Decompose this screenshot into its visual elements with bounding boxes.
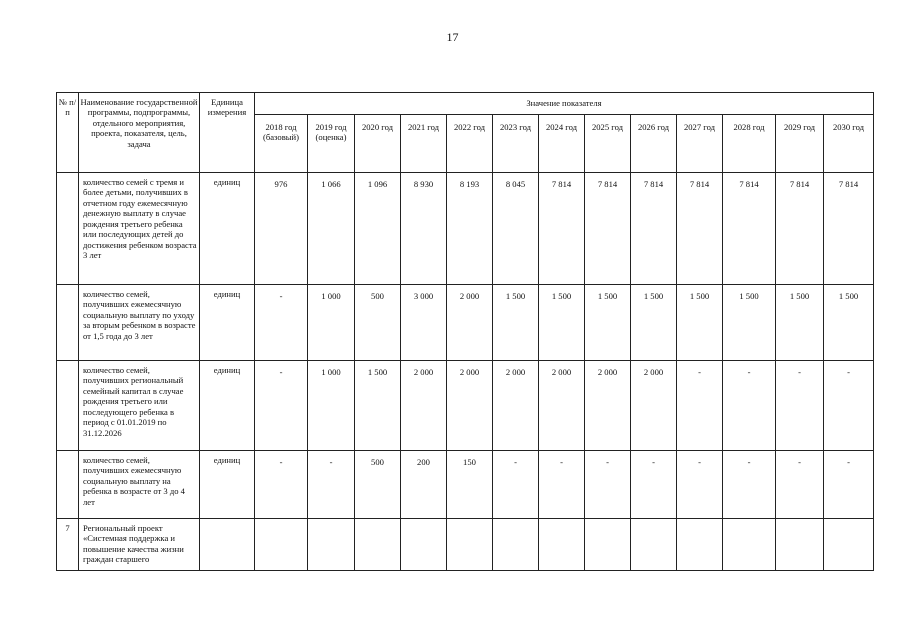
- value-cell: 1 500: [776, 285, 824, 361]
- unit-cell: единиц: [200, 451, 255, 519]
- value-cell: 1 000: [308, 361, 355, 451]
- header-year: 2019 год (оценка): [308, 115, 355, 173]
- value-cell: [493, 519, 539, 571]
- value-cell: -: [776, 451, 824, 519]
- value-cell: 150: [447, 451, 493, 519]
- header-year: 2021 год: [401, 115, 447, 173]
- unit-cell: единиц: [200, 173, 255, 285]
- value-cell: 7 814: [631, 173, 677, 285]
- value-cell: 200: [401, 451, 447, 519]
- value-cell: 7 814: [585, 173, 631, 285]
- indicator-name: количество семей, получивших ежемесячную социальную выплату по уходу за вторым ребенком в возрасте от 1,5 года до 3 лет: [79, 285, 200, 361]
- value-cell: -: [824, 361, 874, 451]
- indicator-name: количество семей, получивших ежемесячную социальную выплату на ребенка в возрасте от 3 до 4 лет: [79, 451, 200, 519]
- header-year: 2026 год: [631, 115, 677, 173]
- value-cell: 8 930: [401, 173, 447, 285]
- row-number: [57, 173, 79, 285]
- value-cell: [677, 519, 723, 571]
- value-cell: 7 814: [539, 173, 585, 285]
- value-cell: -: [677, 361, 723, 451]
- value-cell: [255, 519, 308, 571]
- header-unit-column: Единица измерения: [200, 93, 255, 173]
- value-cell: -: [776, 361, 824, 451]
- page-number: 17: [446, 30, 459, 44]
- value-cell: 7 814: [723, 173, 776, 285]
- header-year: 2028 год: [723, 115, 776, 173]
- header-number-column: № п/п: [57, 93, 79, 173]
- value-cell: 1 500: [723, 285, 776, 361]
- value-cell: 500: [355, 451, 401, 519]
- value-cell: 2 000: [631, 361, 677, 451]
- value-cell: 1 500: [631, 285, 677, 361]
- value-cell: -: [631, 451, 677, 519]
- value-cell: 1 500: [355, 361, 401, 451]
- value-cell: -: [308, 451, 355, 519]
- value-cell: -: [824, 451, 874, 519]
- value-cell: 1 096: [355, 173, 401, 285]
- table-row: [57, 285, 874, 361]
- value-cell: 2 000: [585, 361, 631, 451]
- unit-cell: единиц: [200, 361, 255, 451]
- value-cell: -: [493, 451, 539, 519]
- header-year: 2025 год: [585, 115, 631, 173]
- header-year: 2029 год: [776, 115, 824, 173]
- unit-cell: единиц: [200, 285, 255, 361]
- value-cell: 7 814: [776, 173, 824, 285]
- value-cell: -: [677, 451, 723, 519]
- value-cell: 1 066: [308, 173, 355, 285]
- table-row: [57, 519, 874, 571]
- value-cell: 8 045: [493, 173, 539, 285]
- header-year: 2018 год (базовый): [255, 115, 308, 173]
- value-cell: 1 500: [539, 285, 585, 361]
- value-cell: 1 500: [585, 285, 631, 361]
- value-cell: 7 814: [824, 173, 874, 285]
- value-cell: 2 000: [447, 285, 493, 361]
- value-cell: -: [539, 451, 585, 519]
- value-cell: 3 000: [401, 285, 447, 361]
- value-cell: -: [723, 451, 776, 519]
- row-number: 7: [57, 519, 79, 571]
- header-year: 2023 год: [493, 115, 539, 173]
- value-cell: -: [255, 451, 308, 519]
- value-cell: 8 193: [447, 173, 493, 285]
- unit-cell: [200, 519, 255, 571]
- value-cell: 1 500: [493, 285, 539, 361]
- value-cell: 2 000: [493, 361, 539, 451]
- value-cell: 7 814: [677, 173, 723, 285]
- header-year: 2030 год: [824, 115, 874, 173]
- header-year: 2024 год: [539, 115, 585, 173]
- value-cell: 1 000: [308, 285, 355, 361]
- table-header: [57, 93, 874, 173]
- indicator-table: [56, 92, 874, 571]
- indicator-name: Региональный проект «Системная поддержка и повышение качества жизни граждан старшего: [79, 519, 200, 571]
- value-cell: 1 500: [824, 285, 874, 361]
- value-cell: 2 000: [539, 361, 585, 451]
- header-year: 2027 год: [677, 115, 723, 173]
- value-cell: 976: [255, 173, 308, 285]
- indicator-name: количество семей с тремя и более детьми, получивших в отчетном году ежемесячную денежную выплату в случае рождения третьего ребенка или последующих детей до достижения ребенком возраста 3 лет: [79, 173, 200, 285]
- value-cell: [824, 519, 874, 571]
- header-year: 2022 год: [447, 115, 493, 173]
- value-cell: -: [255, 285, 308, 361]
- table-row: [57, 451, 874, 519]
- value-cell: 500: [355, 285, 401, 361]
- value-cell: [401, 519, 447, 571]
- value-cell: [308, 519, 355, 571]
- value-cell: [539, 519, 585, 571]
- value-cell: 2 000: [447, 361, 493, 451]
- row-number: [57, 285, 79, 361]
- header-year: 2020 год: [355, 115, 401, 173]
- value-cell: [723, 519, 776, 571]
- row-number: [57, 451, 79, 519]
- value-cell: -: [585, 451, 631, 519]
- value-cell: 1 500: [677, 285, 723, 361]
- header-values-group: Значение показателя: [255, 93, 874, 115]
- indicator-name: количество семей, получивших региональный семейный капитал в случае рождения третьего или последующего ребенка в период с 01.01.2019 по 31.12.2026: [79, 361, 200, 451]
- table-row: [57, 361, 874, 451]
- header-name-column: Наименование государственной программы, подпрограммы, отдельного мероприятия, проекта, показателя, цель, задача: [79, 93, 200, 173]
- value-cell: [447, 519, 493, 571]
- value-cell: -: [255, 361, 308, 451]
- value-cell: 2 000: [401, 361, 447, 451]
- row-number: [57, 361, 79, 451]
- value-cell: [631, 519, 677, 571]
- value-cell: [355, 519, 401, 571]
- value-cell: [585, 519, 631, 571]
- value-cell: [776, 519, 824, 571]
- value-cell: -: [723, 361, 776, 451]
- table-row: [57, 173, 874, 285]
- table-body: [57, 173, 874, 571]
